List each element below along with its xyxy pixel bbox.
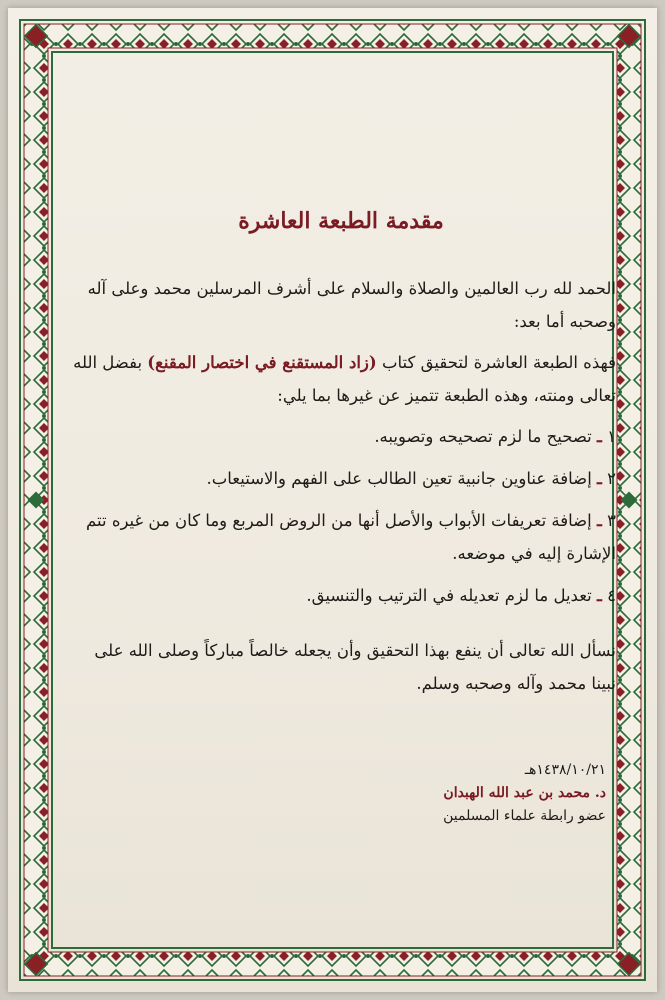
edition-text-start: فهذه الطبعة العاشرة لتحقيق كتاب — [376, 353, 616, 372]
item-dash: ـ — [597, 469, 602, 488]
item-text: إضافة عناوين جانبية تعين الطالب على الفهم والاستيعاب. — [206, 469, 592, 488]
page-title: مقدمة الطبعة العاشرة — [238, 208, 444, 234]
edition-paragraph — [66, 346, 616, 412]
item-number: ٢ — [607, 469, 616, 488]
signature-date: ١٤٣٨/١٠/٢١هـ — [524, 762, 606, 778]
edition-text-end: بفضل الله تعالى ومنته، وهذه الطبعة تتميز عن غيرها بما يلي: — [73, 353, 616, 405]
intro-paragraph: الحمد لله رب العالمين والصلاة والسلام على أشرف المرسلين محمد وعلى آله وصحبه أما بعد: — [87, 279, 616, 331]
page-content — [66, 208, 616, 829]
book-page — [8, 8, 657, 992]
item-text: تصحيح ما لزم تصحيحه وتصويبه. — [374, 427, 592, 446]
item-text: تعديل ما لزم تعديله في الترتيب والتنسيق. — [306, 586, 592, 605]
list-item — [66, 420, 616, 453]
list-item — [66, 504, 616, 570]
closing-paragraph: نسأل الله تعالى أن ينفع بهذا التحقيق وأن يجعله خالصاً مباركاً وصلى الله على نبينا محمد وآله وصحبه وسلم. — [94, 641, 616, 693]
list-item — [66, 579, 616, 612]
signature-block — [66, 760, 606, 827]
item-text: إضافة تعريفات الأبواب والأصل أنها من الروض المربع وما كان من غيره تتم الإشارة إليه في موضعه. — [86, 511, 616, 563]
item-number: ١ — [607, 427, 616, 446]
item-dash: ـ — [597, 511, 602, 530]
item-number: ٣ — [607, 511, 616, 530]
author-role: عضو رابطة علماء المسلمين — [443, 808, 606, 824]
list-item — [66, 462, 616, 495]
item-number: ٤ — [607, 586, 616, 605]
author-name: د. محمد بن عبد الله الهبدان — [443, 785, 606, 801]
item-dash: ـ — [597, 427, 602, 446]
item-dash: ـ — [597, 586, 602, 605]
book-title: (زاد المستقنع في اختصار المقنع) — [147, 353, 377, 372]
